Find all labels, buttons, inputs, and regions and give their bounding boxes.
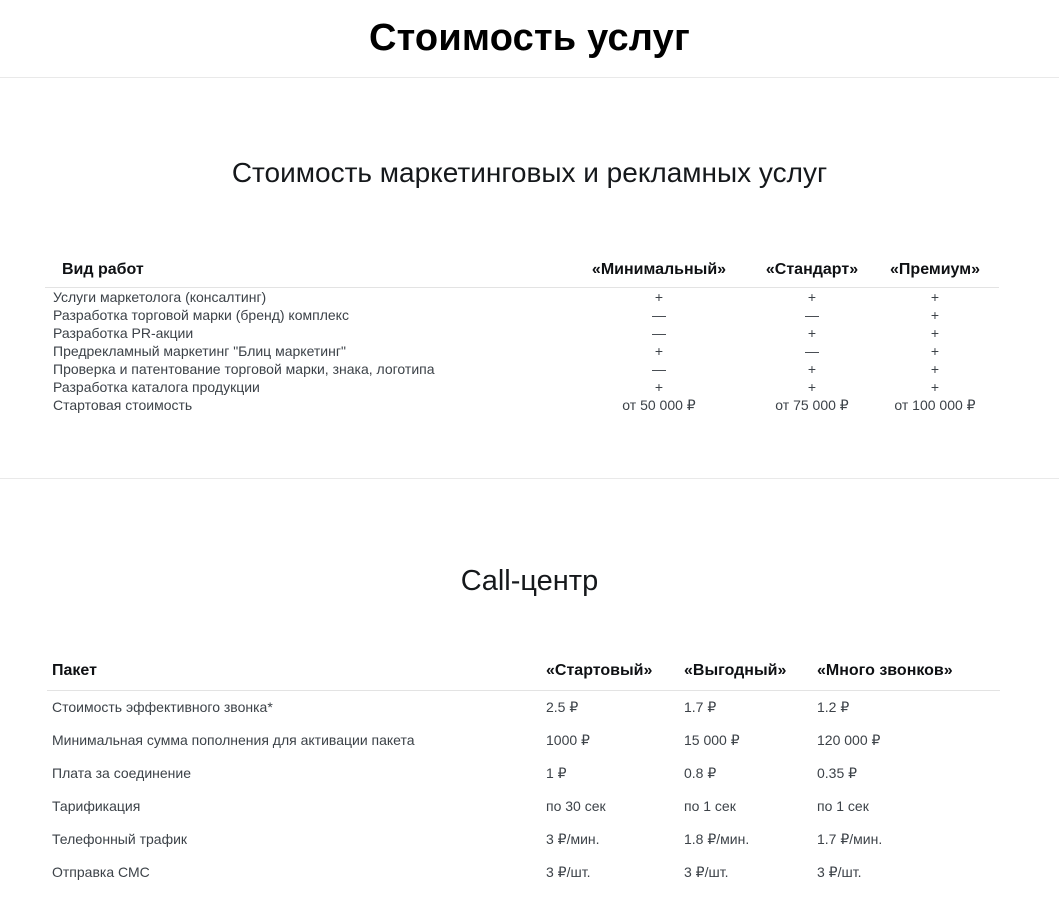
cell-value: + <box>654 379 664 395</box>
cell-value: 3 ₽/шт. <box>546 864 591 880</box>
callcenter-pricing-table <box>47 654 1000 889</box>
row-label: Тарификация <box>52 798 141 814</box>
cell-value: 3 ₽/мин. <box>546 831 600 847</box>
column-header: «Минимальный» <box>565 254 753 288</box>
table-row <box>47 823 1000 856</box>
cell-value: + <box>930 307 940 323</box>
cell-value: 1.2 ₽ <box>817 699 850 715</box>
cell-value: + <box>654 289 664 305</box>
table-row <box>47 856 1000 889</box>
cell-value: — <box>652 361 666 377</box>
cell-value: от 50 000 ₽ <box>622 397 696 413</box>
cell-value: + <box>930 343 940 359</box>
column-header: «Премиум» <box>871 254 999 288</box>
table-row <box>47 691 1000 725</box>
row-label: Разработка каталога продукции <box>53 379 260 395</box>
cell-value: + <box>807 289 817 305</box>
cell-value: 0.8 ₽ <box>684 765 717 781</box>
marketing-table-head <box>45 254 999 288</box>
cell-value: 1.8 ₽/мин. <box>684 831 750 847</box>
callcenter-table-body <box>47 691 1000 890</box>
cell-value: + <box>807 325 817 341</box>
cell-value: — <box>805 307 819 323</box>
cell-value: + <box>807 379 817 395</box>
cell-value: — <box>805 343 819 359</box>
cell-value: 0.35 ₽ <box>817 765 858 781</box>
cell-value: + <box>930 379 940 395</box>
table-header-row <box>47 654 1000 691</box>
callcenter-table-head <box>47 654 1000 691</box>
row-label: Предрекламный маркетинг "Блиц маркетинг" <box>53 343 346 359</box>
cell-value: + <box>654 343 664 359</box>
column-header: «Стандарт» <box>753 254 871 288</box>
cell-value: 1 ₽ <box>546 765 567 781</box>
row-label: Разработка торговой марки (бренд) комплекс <box>53 307 349 323</box>
cell-value: 1000 ₽ <box>546 732 590 748</box>
row-label: Телефонный трафик <box>52 831 188 847</box>
table-row <box>45 288 999 307</box>
cell-value: 1.7 ₽/мин. <box>817 831 883 847</box>
table-header-row <box>45 254 999 288</box>
table-row <box>47 790 1000 823</box>
cell-value: — <box>652 307 666 323</box>
page-header <box>0 0 1059 78</box>
cell-value: по 1 сек <box>684 798 736 814</box>
cell-value: + <box>930 325 940 341</box>
row-label: Стартовая стоимость <box>53 397 193 413</box>
marketing-section <box>0 78 1059 479</box>
page-title: Стоимость услуг <box>368 17 691 59</box>
row-label: Услуги маркетолога (консалтинг) <box>53 289 267 305</box>
table-row <box>45 324 999 342</box>
row-label: Стоимость эффективного звонка* <box>52 699 273 715</box>
table-row <box>47 724 1000 757</box>
table-row <box>45 378 999 396</box>
cell-value: по 30 сек <box>546 798 606 814</box>
table-row <box>47 757 1000 790</box>
table-row <box>45 306 999 324</box>
column-header: «Много звонков» <box>812 654 1000 691</box>
marketing-section-heading: Стоимость маркетинговых и рекламных услуг <box>231 157 828 188</box>
cell-value: 15 000 ₽ <box>684 732 740 748</box>
cell-value: 2.5 ₽ <box>546 699 579 715</box>
cell-value: от 75 000 ₽ <box>775 397 849 413</box>
table-row <box>45 342 999 360</box>
label-column-header: Пакет <box>47 654 541 691</box>
marketing-pricing-table <box>45 254 999 414</box>
cell-value: 3 ₽/шт. <box>684 864 729 880</box>
marketing-table-body <box>45 288 999 415</box>
table-row <box>45 360 999 378</box>
callcenter-section-heading: Call-центр <box>460 565 599 597</box>
row-label: Отправка СМС <box>52 864 150 880</box>
callcenter-section <box>0 479 1059 915</box>
cell-value: + <box>930 289 940 305</box>
row-label: Плата за соединение <box>52 765 192 781</box>
table-row <box>45 396 999 414</box>
cell-value: 3 ₽/шт. <box>817 864 862 880</box>
cell-value: + <box>930 361 940 377</box>
column-header: «Стартовый» <box>541 654 679 691</box>
row-label: Проверка и патентование торговой марки, знака, логотипа <box>53 361 435 377</box>
cell-value: — <box>652 325 666 341</box>
cell-value: по 1 сек <box>817 798 869 814</box>
cell-value: 120 000 ₽ <box>817 732 881 748</box>
row-label: Минимальная сумма пополнения для активации пакета <box>52 732 415 748</box>
row-label: Разработка PR-акции <box>53 325 194 341</box>
cell-value: от 100 000 ₽ <box>894 397 976 413</box>
cell-value: 1.7 ₽ <box>684 699 717 715</box>
column-header: «Выгодный» <box>679 654 812 691</box>
label-column-header: Вид работ <box>45 254 565 288</box>
cell-value: + <box>807 361 817 377</box>
